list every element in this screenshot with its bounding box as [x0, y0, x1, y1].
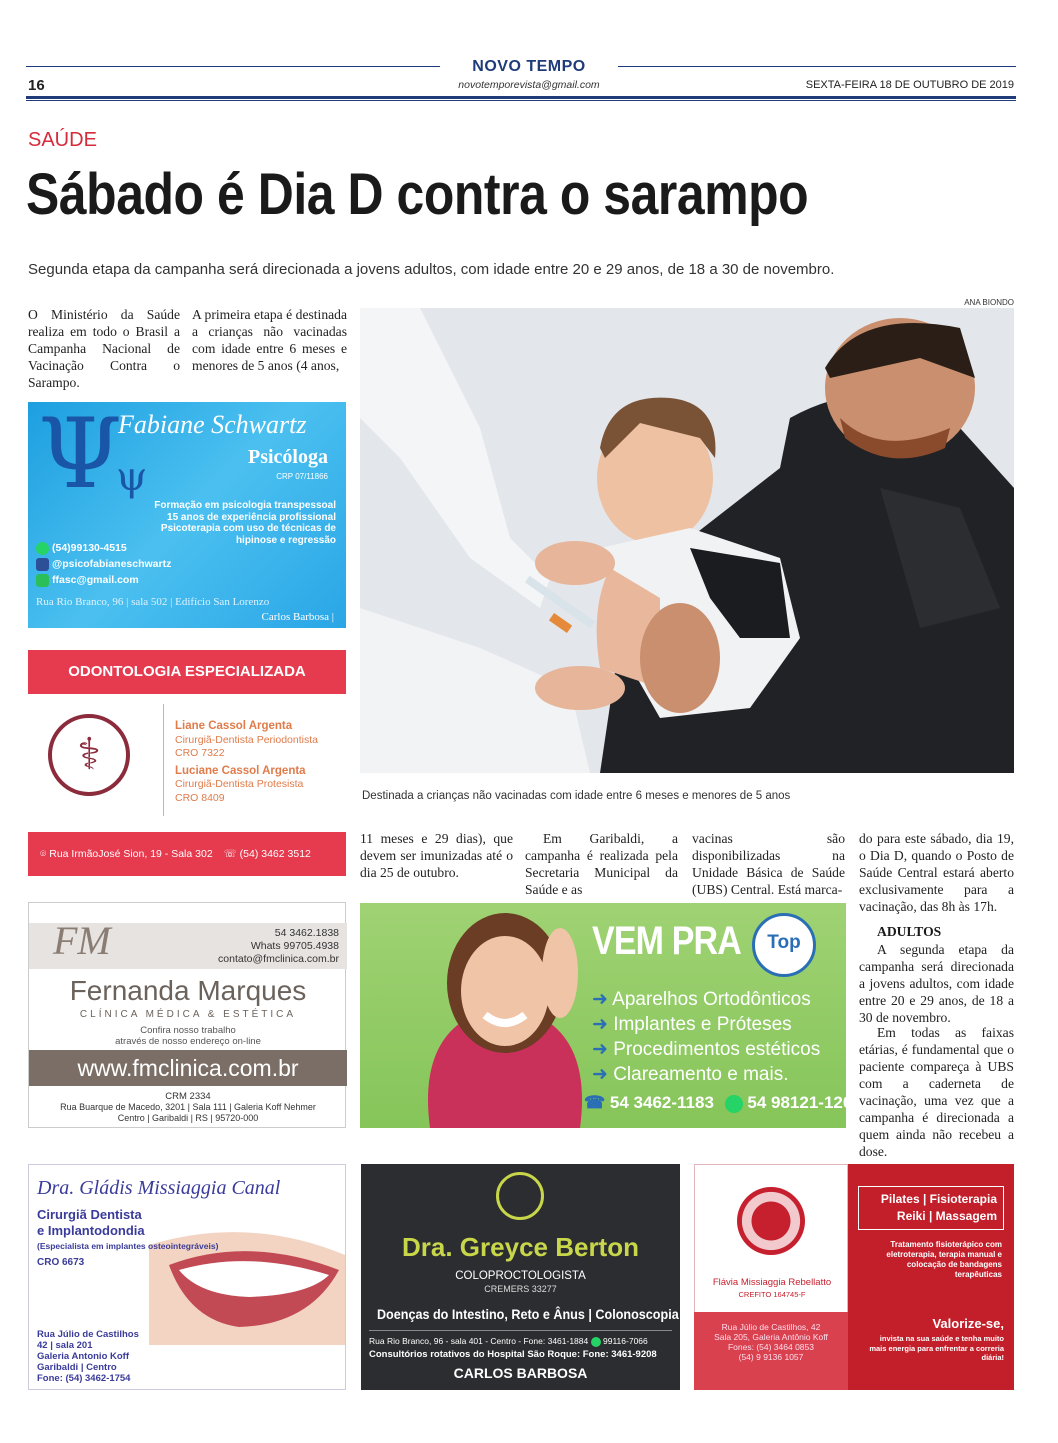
odonto-footer — [28, 832, 346, 876]
greyce-name: Dra. Greyce Berton — [402, 1232, 639, 1262]
odonto-role1: Cirurgiã-Dentista Periodontista — [175, 733, 318, 746]
greyce-address-row — [369, 1336, 648, 1347]
top-phone: 54 3462-1183 — [609, 1093, 714, 1112]
fm-name: Fernanda Marques — [69, 975, 307, 1006]
ad-odontologia[interactable] — [28, 650, 346, 876]
top-item-4: Clareamento e mais. — [613, 1064, 789, 1085]
gladis-addr3: Galeria Antonio Koff — [37, 1351, 130, 1362]
fabiane-desc4: hipinose e regressão — [235, 534, 336, 546]
top-item-3: Procedimentos estéticos — [613, 1039, 821, 1060]
fm-site: www.fmclinica.com.br — [29, 1050, 347, 1086]
gladis-cro: CRO 6673 — [37, 1257, 85, 1268]
fabiane-desc2: 15 anos de experiência profissional — [167, 511, 336, 523]
flavia-addr2: Sala 205, Galeria Antônio Koff — [714, 1332, 828, 1342]
gladis-addr2: 42 | sala 201 — [37, 1340, 93, 1351]
body-col1-top: O Ministério da Saúde realiza em todo o Brasil a Campanha Nacional de Vacinação Contra o Sarampo. — [28, 307, 180, 390]
gladis-phone: Fone: (54) 3462-1754 — [37, 1373, 131, 1384]
odonto-cro2: CRO 8409 — [175, 791, 225, 804]
ad-gladis-canal[interactable] — [28, 1164, 346, 1390]
greyce-address: Rua Rio Branco, 96 - sala 401 - Centro - Fone: 3461-1884 — [369, 1336, 589, 1346]
flavia-slogan2: invista na sua saúde e tenha muito mais energia para enfrentar a correria diária! — [869, 1334, 1004, 1362]
fabiane-phone: (54)99130-4515 — [52, 542, 127, 554]
greyce-services: Doenças do Intestino, Reto e Ânus | Colonoscopia — [376, 1306, 679, 1322]
top-whats: 54 98121-1201 — [747, 1093, 862, 1112]
fabiane-desc3: Psicoterapia com uso de técnicas de — [160, 523, 336, 534]
top-headline: VEM PRA — [592, 919, 741, 963]
flavia-logo-icon — [737, 1187, 805, 1255]
fabiane-crp: CRP 07/11866 — [276, 472, 328, 481]
fm-contacts — [218, 927, 339, 966]
odonto-logo-icon: ⚕ — [48, 714, 130, 796]
fabiane-contacts — [36, 540, 171, 588]
smile-illustration — [149, 1215, 345, 1345]
body-col-c: vacinas são disponibilizadas na Unidade Básica de Saúde (UBS) Central. Está marca- — [692, 831, 845, 897]
flavia-services2: Reiki | Massagem — [896, 1209, 997, 1223]
fm-city: Centro | Garibaldi | RS | 95720-000 — [117, 1113, 259, 1123]
subhead-adultos: ADULTOS — [877, 924, 942, 939]
flavia-address — [694, 1322, 848, 1362]
odonto-role2: Cirurgiã-Dentista Protesista — [175, 778, 304, 790]
top-item-2: Implantes e Próteses — [613, 1014, 792, 1035]
subheadline: Segunda etapa da campanha será direcionada a jovens adultos, com idade entre 20 e 29 anos, de 18 a 30 de novembro. — [28, 261, 835, 278]
fabiane-city: Carlos Barbosa | — [261, 611, 334, 623]
odonto-banner: ODONTOLOGIA ESPECIALIZADA — [28, 650, 346, 694]
greyce-logo-icon — [496, 1172, 544, 1220]
fm-whats: Whats 99705.4938 — [250, 940, 339, 952]
flavia-addr1: Rua Júlio de Castilhos, 42 — [721, 1322, 821, 1332]
gladis-addr1: Rua Júlio de Castilhos — [37, 1329, 139, 1340]
flavia-addr3: Fones: (54) 3464 0853 — [727, 1342, 814, 1352]
body-col-b: Em Garibaldi, a campanha é realizada pela Secretaria Municipal da Saúde e as — [525, 831, 678, 897]
psi-icon: Ψ — [38, 398, 123, 510]
photo-caption: Destinada a crianças não vacinadas com idade entre 6 meses e menores de 5 anos — [362, 790, 791, 802]
arrow-icon: ➜ — [592, 989, 613, 1010]
top-phones — [584, 1093, 862, 1113]
greyce-crm: CREMERS 33277 — [484, 1284, 557, 1294]
photo-credit: ANA BIONDO — [964, 298, 1014, 307]
issue-date: SEXTA-FEIRA 18 DE OUTUBRO DE 2019 — [805, 79, 1014, 91]
body-col-d3: Em todas as faixas etárias, é fundamental que o paciente compareça à UBS com a caderneta de vacinação, uma vez que a campanha é direcionada a quem ainda não recebeu a dose. — [859, 1025, 1014, 1159]
flavia-services-box — [858, 1186, 1004, 1230]
odonto-cro1: CRO 7322 — [175, 747, 225, 759]
body-col-d: do para este sábado, dia 19, o Dia D, quando o Posto de Saúde Central estará aberto exclusivamente para a vacinação, das 8h às 17h. — [859, 831, 1014, 914]
flavia-right-panel — [848, 1164, 1014, 1390]
fabiane-email: ffasc@gmail.com — [52, 574, 139, 586]
flavia-slogan: Valorize-se, — [932, 1316, 1004, 1331]
body-col-a: 11 meses e 29 dias), que devem ser imunizadas até o dia 25 de outubro. — [360, 831, 513, 880]
fabiane-address: Rua Rio Branco, 96 | sala 502 | Edifício San Lorenzo — [36, 596, 270, 608]
odonto-doctors — [175, 720, 318, 805]
greyce-hospital: Consultórios rotativos do Hospital São Roque: Fone: 3461-9208 — [369, 1349, 657, 1360]
fm-confira1: Confira nosso trabalho — [140, 1025, 236, 1036]
fabiane-name: Fabiane Schwartz — [118, 410, 307, 439]
ad-greyce-berton[interactable] — [361, 1164, 680, 1390]
odonto-address: Rua IrmãoJosé Sion, 19 - Sala 302 — [49, 848, 213, 860]
telephone-icon: ☎ — [584, 1093, 606, 1112]
fm-phone: 54 3462.1838 — [274, 927, 339, 939]
flavia-addr4: (54) 9 9136 1057 — [738, 1352, 804, 1362]
gladis-spec2: e Implantodondia — [37, 1223, 145, 1238]
page-number: 16 — [28, 77, 45, 94]
vaccination-photo — [360, 308, 1014, 773]
odonto-vline — [163, 704, 164, 816]
gladis-spec3: (Especialista em implantes osteointegráveis) — [37, 1241, 219, 1251]
arrow-icon: ➜ — [592, 1039, 614, 1060]
flavia-crefito: CREFITO 164745-F — [738, 1290, 806, 1299]
whatsapp-icon — [591, 1337, 601, 1347]
masthead-email: novotemporevista@gmail.com — [458, 79, 600, 91]
arrow-icon: ➜ — [592, 1064, 614, 1085]
fm-monogram-icon: FM — [53, 918, 111, 963]
photo-illustration — [360, 308, 1014, 773]
fabiane-facebook: @psicofabianeschwartz — [52, 558, 172, 570]
whatsapp-icon — [725, 1095, 743, 1113]
gladis-addr4: Garibaldi | Centro — [37, 1362, 117, 1373]
greyce-whats: 99116-7066 — [603, 1336, 648, 1346]
ad-fernanda-marques[interactable] — [28, 902, 346, 1128]
body-col2-top: A primeira etapa é destinada a crianças não vacinadas com idade entre 6 meses e menores de 5 anos (4 anos, — [192, 307, 347, 373]
greyce-city: CARLOS BARBOSA — [453, 1365, 588, 1381]
fm-address: Rua Buarque de Macedo, 3201 | Sala 111 | Galeria Koff Nehmer — [60, 1102, 316, 1112]
flavia-desc: Tratamento fisioterápico com eletroterapia, terapia manual e colocação de bandagens terapêuticas — [886, 1240, 1002, 1279]
fabiane-title: Psicóloga — [248, 446, 328, 468]
greyce-spec: COLOPROCTOLOGISTA — [455, 1270, 586, 1282]
arrow-icon: ➜ — [592, 1014, 614, 1035]
top-logo-icon — [752, 913, 816, 977]
header-rule-thick — [26, 96, 1016, 99]
greyce-rule — [369, 1330, 672, 1331]
whatsapp-icon — [36, 542, 49, 555]
flavia-address-panel — [694, 1312, 848, 1390]
ad-flavia-rebellatto[interactable] — [694, 1164, 1014, 1390]
flavia-services1: Pilates | Fisioterapia — [880, 1192, 997, 1206]
odonto-name2: Luciane Cassol Argenta — [175, 764, 306, 777]
header-rule-thin — [26, 100, 1016, 101]
odonto-name1: Liane Cassol Argenta — [175, 720, 293, 732]
ad-fabiane-schwartz[interactable] — [28, 398, 346, 628]
fm-confira2: através de nosso endereço on-line — [115, 1036, 261, 1047]
fm-tagline: CLÍNICA MÉDICA & ESTÉTICA — [79, 1009, 297, 1020]
psi-icon-small: ψ — [116, 454, 148, 500]
odonto-phone: (54) 3462 3512 — [239, 848, 311, 860]
section-label: SAÚDE — [28, 129, 97, 151]
gladis-spec1: Cirurgiã Dentista — [37, 1207, 142, 1222]
top-item-1: Aparelhos Ortodônticos — [612, 989, 811, 1010]
email-icon — [36, 574, 49, 587]
ad-top[interactable] — [360, 903, 862, 1128]
location-pin-icon: ⌾ — [40, 848, 47, 860]
fabiane-desc1: Formação em psicologia transpessoal — [154, 500, 336, 511]
flavia-name: Flávia Missiaggia Rebellatto — [712, 1277, 832, 1288]
facebook-icon — [36, 558, 49, 571]
gladis-address — [37, 1329, 139, 1384]
fm-crm: CRM 2334 — [165, 1091, 211, 1102]
fm-email: contato@fmclinica.com.br — [218, 953, 339, 965]
phone-icon: ☏ — [223, 848, 237, 860]
gladis-name: Dra. Gládis Missiaggia Canal — [37, 1177, 281, 1199]
top-brand: Top — [767, 932, 801, 953]
masthead: NOVO TEMPO — [440, 58, 618, 76]
top-items — [592, 987, 820, 1087]
body-col-d2: A segunda etapa da campanha será direcionada a jovens adultos, com idade entre 20 e 29 anos, de 18 a 30 de novembro. — [859, 942, 1014, 1025]
headline: Sábado é Dia D contra o sarampo — [26, 162, 809, 227]
